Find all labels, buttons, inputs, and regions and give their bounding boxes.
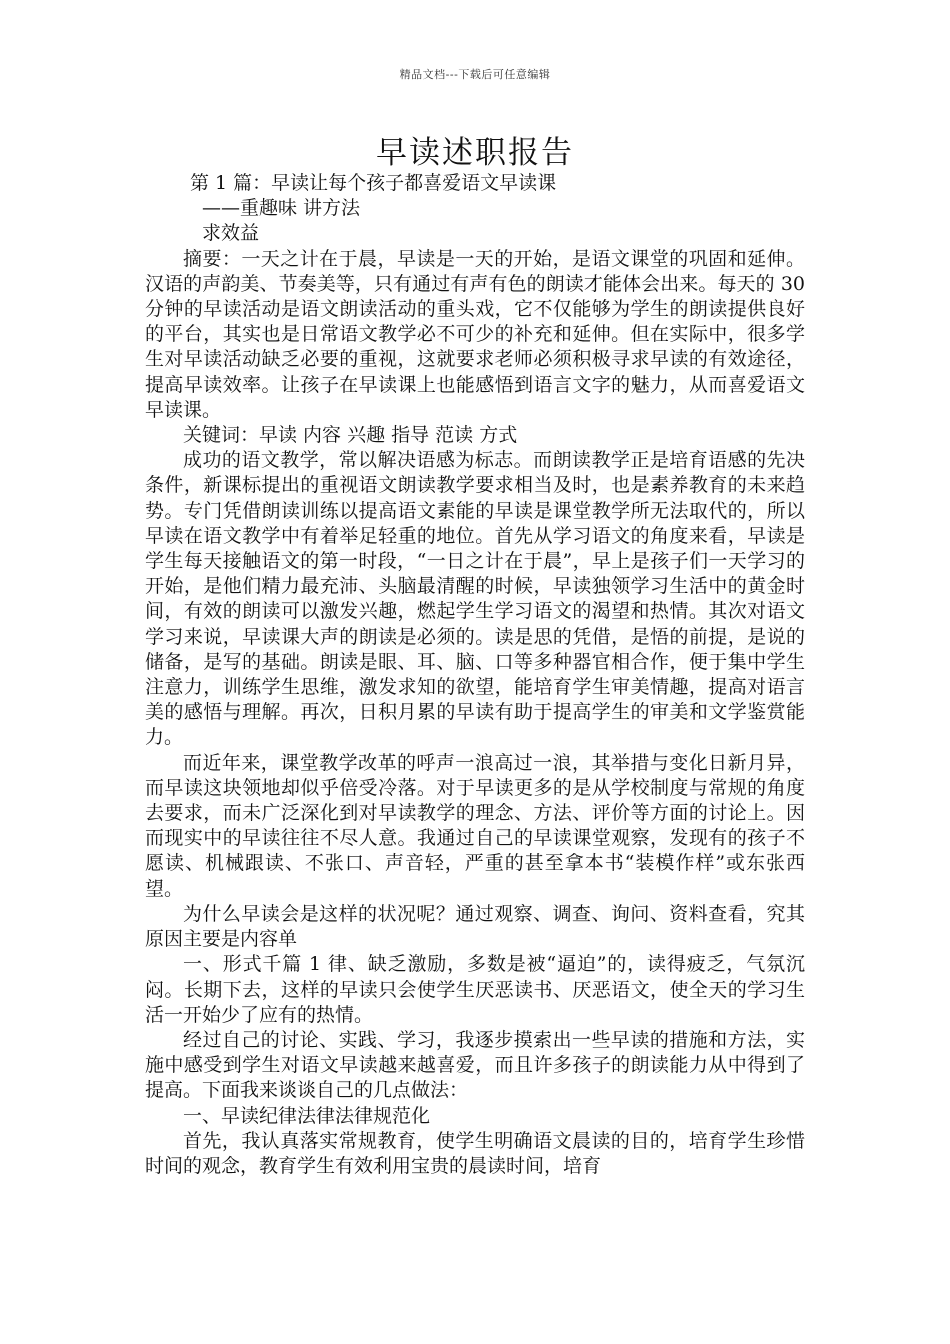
body-paragraph: 一、形式千篇 1 律、缺乏激励，多数是被“逼迫”的，读得疲乏，气氛沉闷。长期下去，这样的早读只会使学生厌恶读书、厌恶语文，使全天的学习生活一开始少了应有的热情。 xyxy=(145,953,805,1026)
body-paragraph: 首先，我认真落实常规教育，使学生明确语文晨读的目的，培育学生珍惜时间的观念，教育学生有效利用宝贵的晨读时间，培育 xyxy=(145,1129,805,1177)
page-header: 精品文档---下载后可任意编辑 xyxy=(399,68,551,81)
chapter-subtitle-line-1: ——重趣味 讲方法 xyxy=(202,197,361,220)
body-paragraph: 成功的语文教学，常以解决语感为标志。而朗读教学正是培育语感的先决条件，新课标提出的重视语文朗读教学要求相当及时，也是素养教育的未来趋势。专门凭借朗读训练以提高语文素能的早读是课堂教学所无法取代的，所以早读在语文教学中有着举足轻重的地位。首先从学习语文的角度来看，早读是学生每天接触语文的第一时段，“一日之计在于晨”，早上是孩子们一天学习的开始，是他们精力最充沛、头脑最清醒的时候，早读独领学习生活中的黄金时间，有效的朗读可以激发兴趣，燃起学生学习语文的渴望和热情。其次对语文学习来说，早读课大声的朗读是必须的。读是思的凭借，是悟的前提，是说的储备，是写的基础。朗读是眼、耳、脑、口等多种器官相合作，便于集中学生注意力，训练学生思维，激发求知的欲望，能培育学生审美情趣，提高对语言美的感悟与理解。再次，日积月累的早读有助于提高学生的审美和文学鉴赏能力。 xyxy=(145,449,805,749)
body-paragraph: 经过自己的讨论、实践、学习，我逐步摸索出一些早读的措施和方法，实施中感受到学生对语文早读越来越喜爱，而且许多孩子的朗读能力从中得到了提高。下面我来谈谈自己的几点做法： xyxy=(145,1028,805,1102)
document-title: 早读述职报告 xyxy=(376,135,574,171)
body-paragraph: 为什么早读会是这样的状况呢？通过观察、调查、询问、资料查看，究其原因主要是内容单 xyxy=(145,902,805,951)
document-body xyxy=(145,171,805,1179)
section-heading: 一、早读纪律法律法律规范化 xyxy=(183,1104,431,1127)
abstract-paragraph: 摘要：一天之计在于晨，早读是一天的开始，是语文课堂的巩固和延伸。汉语的声韵美、节奏美等，只有通过有声有色的朗读才能体会出来。每天的 30 分钟的早读活动是语文朗读活动的重头戏，它不仅能够为学生的朗读提供良好的平台，其实也是日常语文教学必不可少的补充和延伸。但在实际中，很多学生对早读活动缺乏必要的重视，这就要求老师必须积极寻求早读的有效途径，提高早读效率。让孩子在早读课上也能感悟到语言文字的魅力，从而喜爱语文早读课。 xyxy=(145,247,805,421)
chapter-subtitle-line-2: 求效益 xyxy=(202,222,260,245)
chapter-heading: 第 1 篇：早读让每个孩子都喜爱语文早读课 xyxy=(190,172,557,194)
body-paragraph: 而近年来，课堂教学改革的呼声一浪高过一浪，其举措与变化日新月异，而早读这块领地却似乎倍受冷落。对于早读更多的是从学校制度与常规的角度去要求，而未广泛深化到对早读教学的理念、方法、评价等方面的讨论上。因而现实中的早读往往不尽人意。我通过自己的早读课堂观察，发现有的孩子不愿读、机械跟读、不张口、声音轻，严重的甚至拿本书“装模作样”或东张西望。 xyxy=(145,751,805,900)
keywords-paragraph: 关键词：早读 内容 兴趣 指导 范读 方式 xyxy=(183,424,518,447)
